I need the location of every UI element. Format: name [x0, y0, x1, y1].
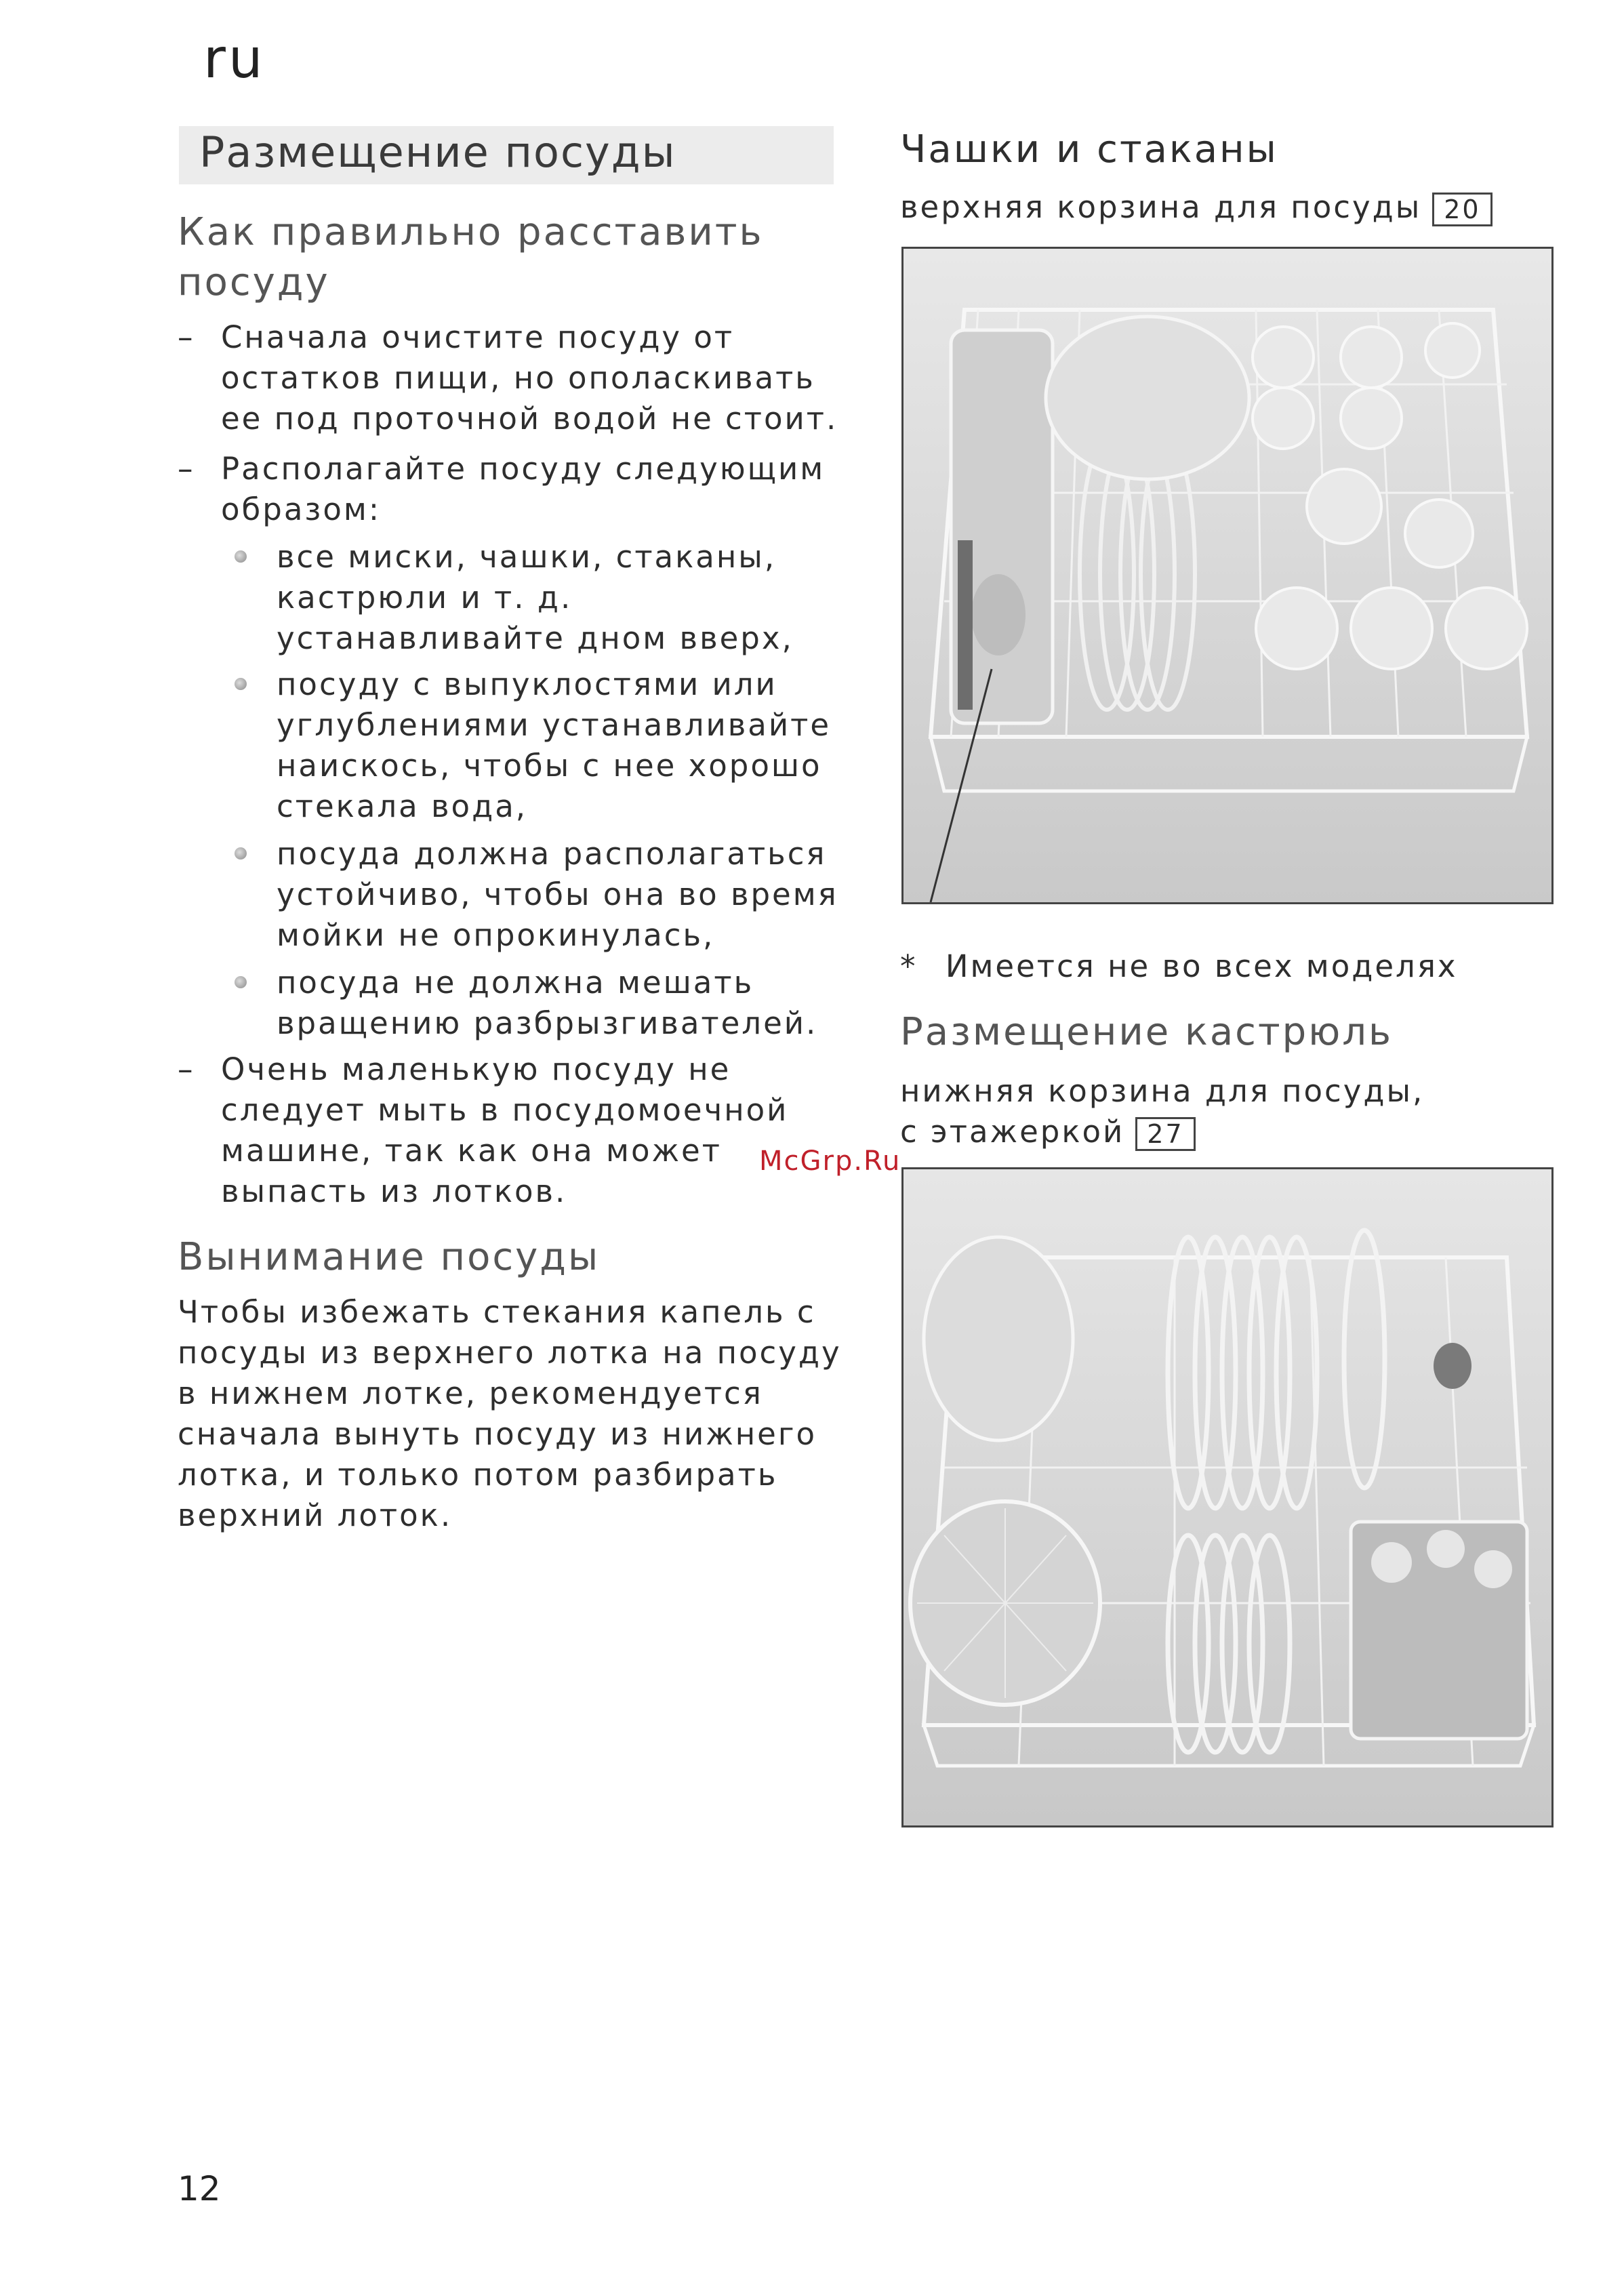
footnote: * Имеется не во всех моделях [900, 948, 1458, 984]
dash-mark: – [178, 319, 195, 355]
language-code: ru [203, 27, 266, 90]
upper-basket-drawing [904, 249, 1551, 902]
lower-basket-caption: нижняя корзина для посуды, с этажеркой 27 [900, 1073, 1425, 1150]
upper-basket-illustration [901, 247, 1554, 904]
upper-basket-caption: верхняя корзина для посуды 20 [900, 187, 1493, 228]
subtitle: Как правильно расставить посуду [178, 210, 764, 304]
bullet-item: посуда должна располагаться устойчиво, чтобы она во время мойки не опрокинулась, [230, 834, 840, 956]
list-item: – Очень маленькую посуду не следует мыть в посудомоечной машине, так как она может выпасть из лотков. [178, 1049, 842, 1212]
watermark: McGrp.Ru [759, 1146, 901, 1177]
dash-mark: – [178, 451, 195, 487]
list-item: – Располагайте посуду следующим образом: [178, 449, 842, 530]
lower-basket-illustration [901, 1167, 1554, 1827]
dash-mark: – [178, 1051, 195, 1087]
removal-paragraph: Чтобы избежать стекания капель с посуды из верхнего лотка на посуду в нижнем лотке, рекомендуется сначала вынуть посуду из нижнего лотка, и только потом разбирать верхний лоток. [178, 1294, 842, 1533]
footnote-star-icon: * [900, 948, 918, 984]
bullet-item: посуду с выпуклостями или углублениями устанавливайте наискось, чтобы с нее хорошо стекала вода, [230, 664, 840, 827]
lower-basket-drawing [904, 1169, 1551, 1825]
bullet-item: посуда не должна мешать вращению разбрызгивателей. [230, 963, 840, 1044]
bullet-icon [235, 847, 247, 860]
ref-number-box: 20 [1432, 193, 1492, 226]
bullet-item: все миски, чашки, стаканы, кастрюли и т. д. устанавливайте дном вверх, [230, 537, 840, 659]
section-title: Размещение посуды [199, 127, 676, 177]
removal-title: Вынимание посуды [178, 1235, 601, 1279]
bullet-icon [235, 678, 247, 690]
bullet-icon [235, 550, 247, 563]
page-number: 12 [178, 2169, 221, 2208]
cups-title: Чашки и стаканы [900, 127, 1278, 171]
list-item: – Сначала очистите посуду от остатков пищи, но ополаскивать ее под проточной водой не стоит. [178, 317, 842, 439]
ref-number-box: 27 [1135, 1117, 1195, 1151]
bullet-icon [235, 976, 247, 988]
pots-title: Размещение кастрюль [900, 1010, 1394, 1054]
